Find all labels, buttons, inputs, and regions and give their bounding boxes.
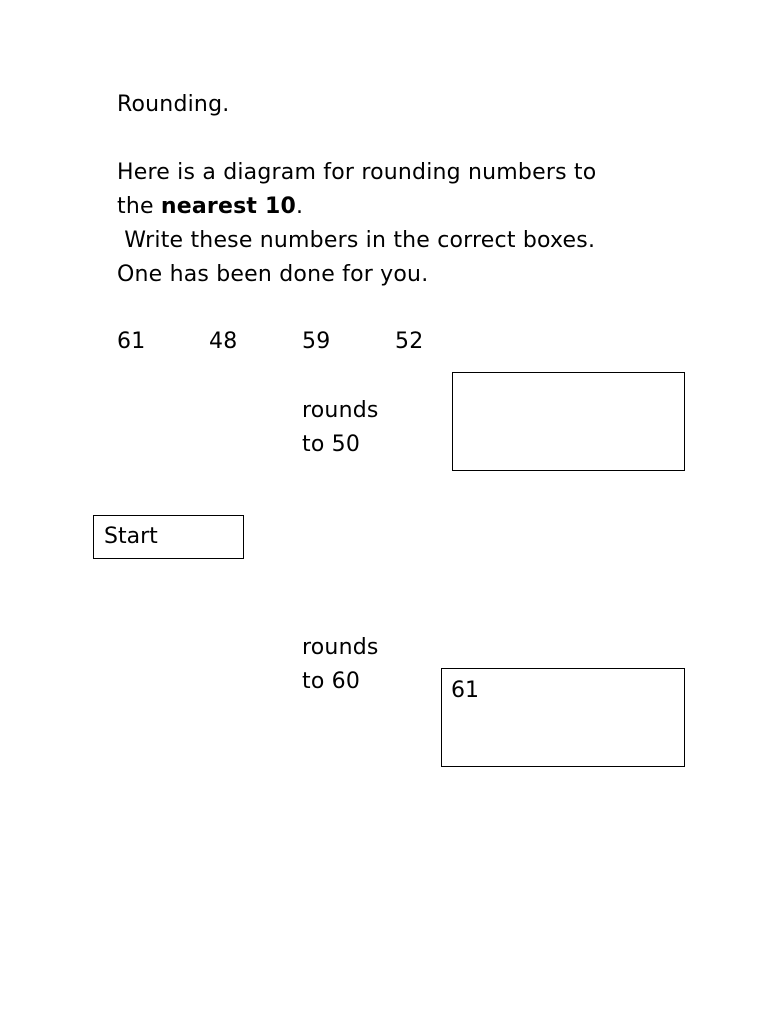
answer-box-50[interactable] <box>452 372 685 471</box>
answer-box-60[interactable] <box>441 668 685 767</box>
start-box <box>93 515 244 559</box>
instruction-line-2 <box>117 190 303 224</box>
instruction-emphasis: nearest 10 <box>160 194 296 219</box>
number-item: 59 <box>302 329 331 354</box>
instruction-line-1: Here is a diagram for rounding numbers to <box>117 160 597 185</box>
number-item: 61 <box>117 329 146 354</box>
instruction-line-4: One has been done for you. <box>117 262 429 287</box>
answer-box-60-contents: 61 <box>451 678 479 703</box>
instruction-line-3: Write these numbers in the correct boxes. <box>117 228 596 253</box>
worksheet-title: Rounding. <box>117 92 230 117</box>
start-label: Start <box>104 524 158 549</box>
instruction-line-2-suffix: . <box>296 194 304 219</box>
branch-bottom-label-1: rounds <box>302 635 379 660</box>
number-item: 52 <box>395 329 424 354</box>
instruction-line-2-prefix: the <box>117 194 161 219</box>
number-item: 48 <box>209 329 238 354</box>
branch-top-label-2: to 50 <box>302 432 361 457</box>
branch-bottom-label-2: to 60 <box>302 669 361 694</box>
branch-top-label-1: rounds <box>302 398 379 423</box>
